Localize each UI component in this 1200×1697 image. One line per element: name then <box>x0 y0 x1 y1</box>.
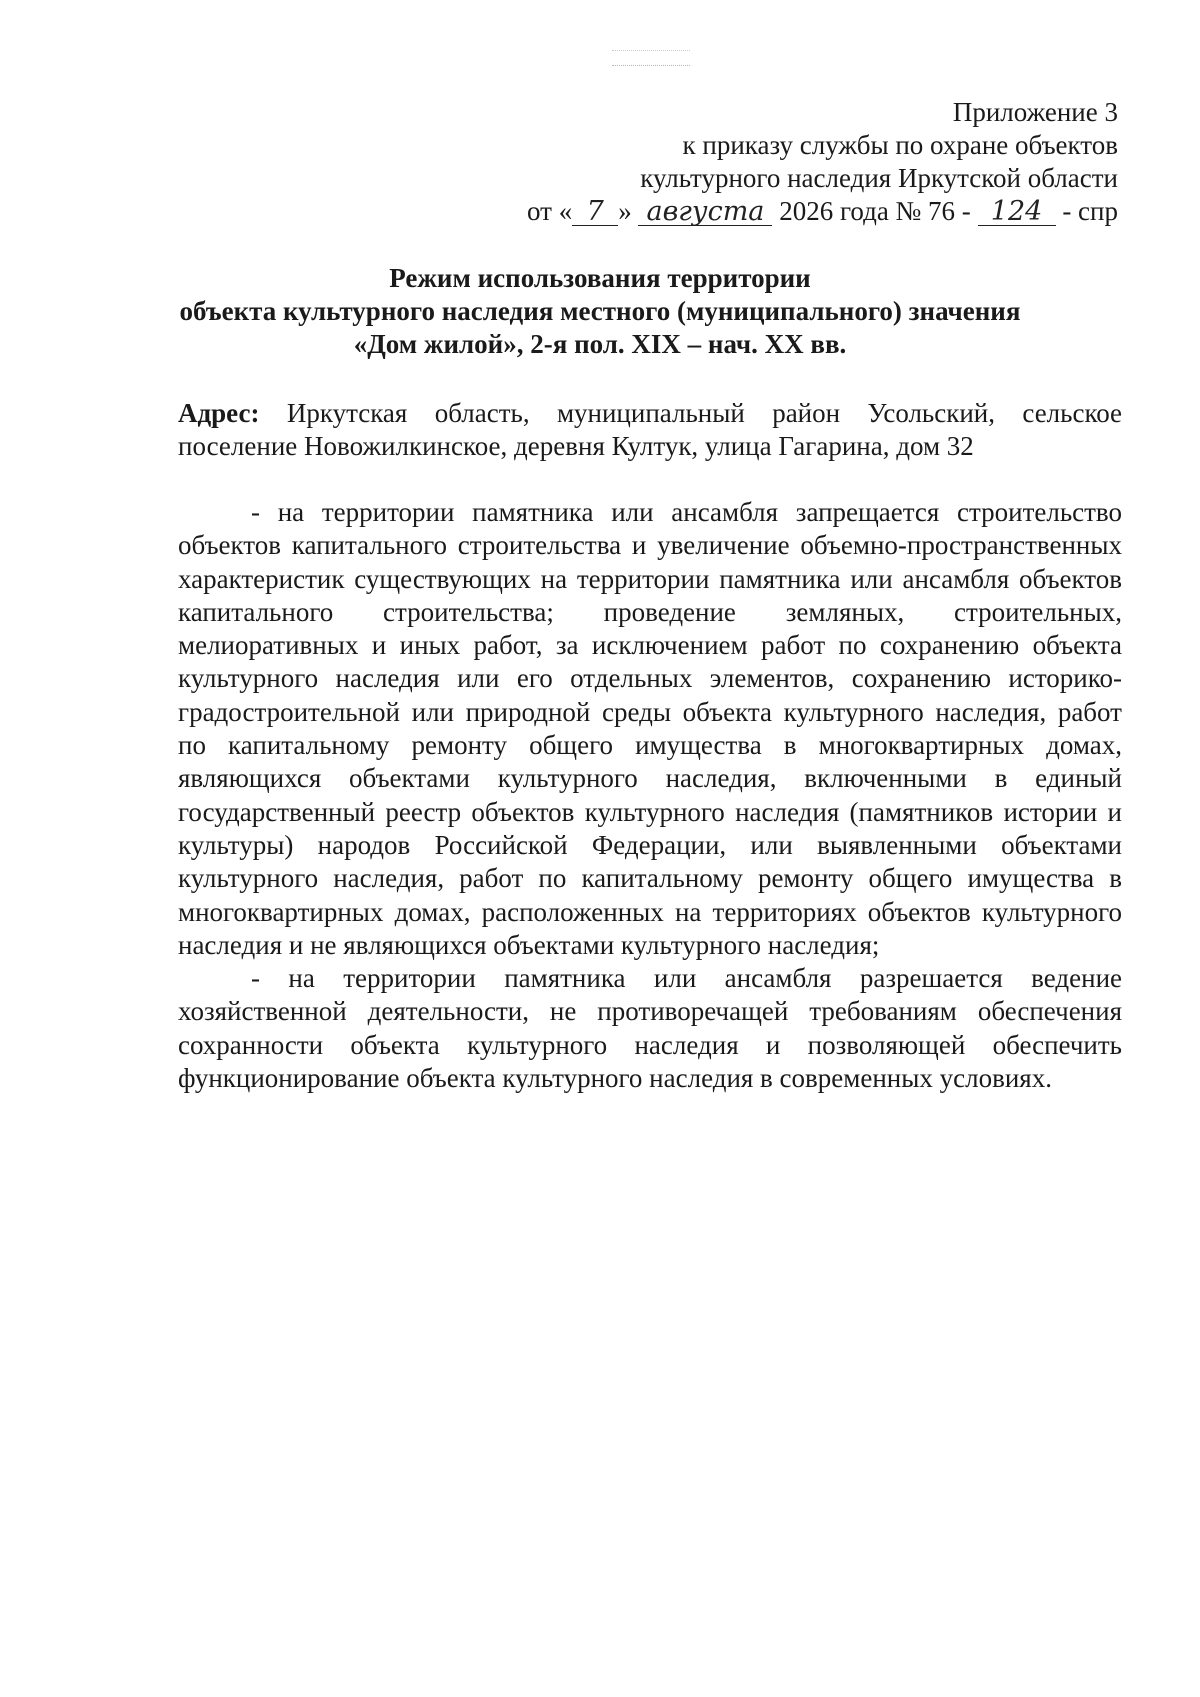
title-line-3: «Дом жилой», 2-я пол. XIX – нач. XX вв. <box>353 329 847 359</box>
order-year: 2026 года № 76 - <box>779 196 971 226</box>
address-label: Адрес: <box>178 398 260 428</box>
handwritten-month: августа <box>638 199 772 226</box>
title-line-2: объекта культурного наследия местного (муниципального) значения <box>179 296 1021 326</box>
appendix-header <box>418 96 1118 228</box>
document-title <box>150 262 1050 361</box>
address-block <box>178 397 1122 463</box>
order-prefix: от « <box>527 196 573 226</box>
address-text: Иркутская область, муниципальный район Усольский, сельское поселение Новожилкинское, деревня Култук, улица Гагарина, дом 32 <box>178 398 1123 461</box>
prohibition-paragraph: - на территории памятника или ансамбля запрещается строительство объектов капитального строительства и увеличение объемно-пространственных характеристик существующих на территории памятника или ансамбля объектов капитального строительства; проведение земляных, строительных, мелиоративных и иных работ, за исключением работ по сохранению объекта культурного наследия или его отдельных элементов, сохранению историко-градостроительной или природной среды объекта культурного наследия, работ по капитальному ремонту общего имущества в многоквартирных домах, являющихся объектами культурного наследия, включенными в единый государственный реестр объектов культурного наследия (памятников истории и культуры) народов Российской Федерации, или выявленными объектами культурного наследия, работ по капитальному ремонту общего имущества в многоквартирных домах, расположенных на территориях объектов культурного наследия и не являющихся объектами культурного наследия; <box>178 497 1122 960</box>
handwritten-order-number: 124 <box>978 199 1056 226</box>
order-date-line <box>418 195 1118 228</box>
scan-artifact <box>612 50 690 66</box>
appendix-authority: культурного наследия Иркутской области <box>640 163 1118 193</box>
appendix-order-ref: к приказу службы по охране объектов <box>682 130 1118 160</box>
order-suffix: - спр <box>1062 196 1118 226</box>
regime-body <box>178 496 1122 1095</box>
handwritten-day: 7 <box>572 199 618 226</box>
title-line-1: Режим использования территории <box>389 263 811 293</box>
appendix-number: Приложение 3 <box>952 97 1118 127</box>
permission-paragraph: - на территории памятника или ансамбля разрешается ведение хозяйственной деятельности, не противоречащей требованиям обеспечения сохранности объекта культурного наследия и позволяющей обеспечить функционирование объекта культурного наследия в современных условиях. <box>178 963 1122 1094</box>
order-mid: » <box>618 196 632 226</box>
